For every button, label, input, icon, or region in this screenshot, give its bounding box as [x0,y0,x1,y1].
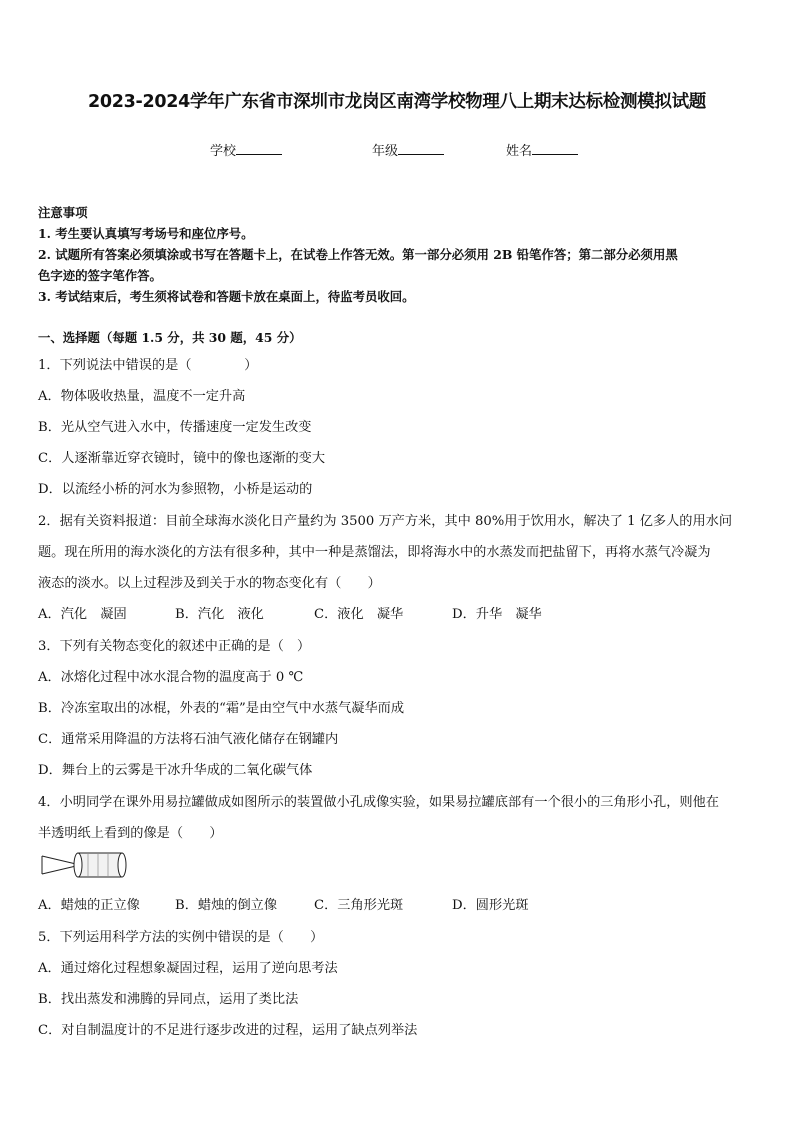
grade-label: 年级 [372,144,399,159]
question-1-option-c: C．人逐渐靠近穿衣镜时，镜中的像也逐渐的变大 [38,451,326,466]
translucent-paper-icon [118,853,126,877]
question-4-option-a: A．蜡烛的正立像 [38,898,140,913]
question-1-stem: 1．下列说法中错误的是（ ） [38,358,258,373]
question-2-stem-line-3: 液态的淡水。以上过程涉及到关于水的物态变化有（ ） [38,576,381,591]
note-item: 色字迹的签字笔作答。 [38,268,162,283]
question-1-option-d: D．以流经小桥的河水为参照物，小桥是运动的 [38,482,313,497]
question-4-options [38,894,758,914]
question-4-stem-line-1: 4．小明同学在课外用易拉罐做成如图所示的装置做小孔成像实验，如果易拉罐底部有一个很小的三角形小孔，则他在 [38,795,719,810]
question-2-option-d: D．升华 凝华 [452,607,542,622]
can-bottom-icon [74,853,82,877]
question-4-option-b: B．蜡烛的倒立像 [175,898,278,913]
name-field [506,140,578,159]
question-4-option-d: D．圆形光斑 [452,898,529,913]
question-3-option-d: D．舞台上的云雾是干冰升华成的二氧化碳气体 [38,763,313,778]
page-title: 2023-2024学年广东省市深圳市龙岗区南湾学校物理八上期末达标检测模拟试题 [88,92,706,112]
question-2-option-a: A．汽化 凝固 [38,607,127,622]
grade-field [372,140,444,159]
question-2-option-c: C．液化 凝华 [314,607,404,622]
school-label: 学校 [210,144,237,159]
grade-blank [398,142,444,155]
question-2-stem-line-1: 2．据有关资料报道：目前全球海水淡化日产量约为 3500 万产方米，其中 80%用于饮用水，解决了 1 亿多人的用水问 [38,514,733,529]
question-2-stem-line-2: 题。现在所用的海水淡化的方法有很多种，其中一种是蒸馏法，即将海水中的水蒸发而把盐留下，再将水蒸气冷凝为 [38,545,711,560]
note-item: 2. 试题所有答案必须填涂或书写在答题卡上，在试卷上作答无效。第一部分必须用 2B 铅笔作答；第二部分必须用黑 [38,247,678,262]
can-body-icon [78,853,122,877]
pinhole-camera-figure [38,848,128,882]
section-heading: 一、选择题（每题 1.5 分，共 30 题，45 分） [38,330,302,345]
question-5-option-a: A．通过熔化过程想象凝固过程，运用了逆向思考法 [38,961,338,976]
question-2-options [38,603,758,623]
question-3-option-a: A．冰熔化过程中冰水混合物的温度高于 0 ℃ [38,670,304,685]
school-field [210,140,282,159]
question-5-option-b: B．找出蒸发和沸腾的异同点，运用了类比法 [38,992,299,1007]
question-4-stem-line-2: 半透明纸上看到的像是（ ） [38,826,223,841]
note-item: 3. 考试结束后，考生须将试卷和答题卡放在桌面上，待监考员收回。 [38,289,415,304]
notes-heading: 注意事项 [38,205,88,220]
question-4-option-c: C．三角形光斑 [314,898,404,913]
light-ray-icon [42,866,76,874]
note-item: 1. 考生要认真填写考场号和座位序号。 [38,226,254,241]
question-3-stem: 3．下列有关物态变化的叙述中正确的是（ ） [38,639,311,654]
question-5-option-c: C．对自制温度计的不足进行逐步改进的过程，运用了缺点列举法 [38,1023,418,1038]
question-3-option-c: C．通常采用降温的方法将石油气液化储存在钢罐内 [38,732,339,747]
question-3-option-b: B．冷冻室取出的冰棍，外表的“霜”是由空气中水蒸气凝华而成 [38,701,405,716]
school-blank [236,142,282,155]
question-5-stem: 5．下列运用科学方法的实例中错误的是（ ） [38,930,324,945]
name-label: 姓名 [506,144,533,159]
light-ray-icon [42,856,76,864]
name-blank [532,142,578,155]
question-2-option-b: B．汽化 液化 [175,607,264,622]
question-1-option-b: B．光从空气进入水中，传播速度一定发生改变 [38,420,312,435]
question-1-option-a: A．物体吸收热量，温度不一定升高 [38,389,246,404]
